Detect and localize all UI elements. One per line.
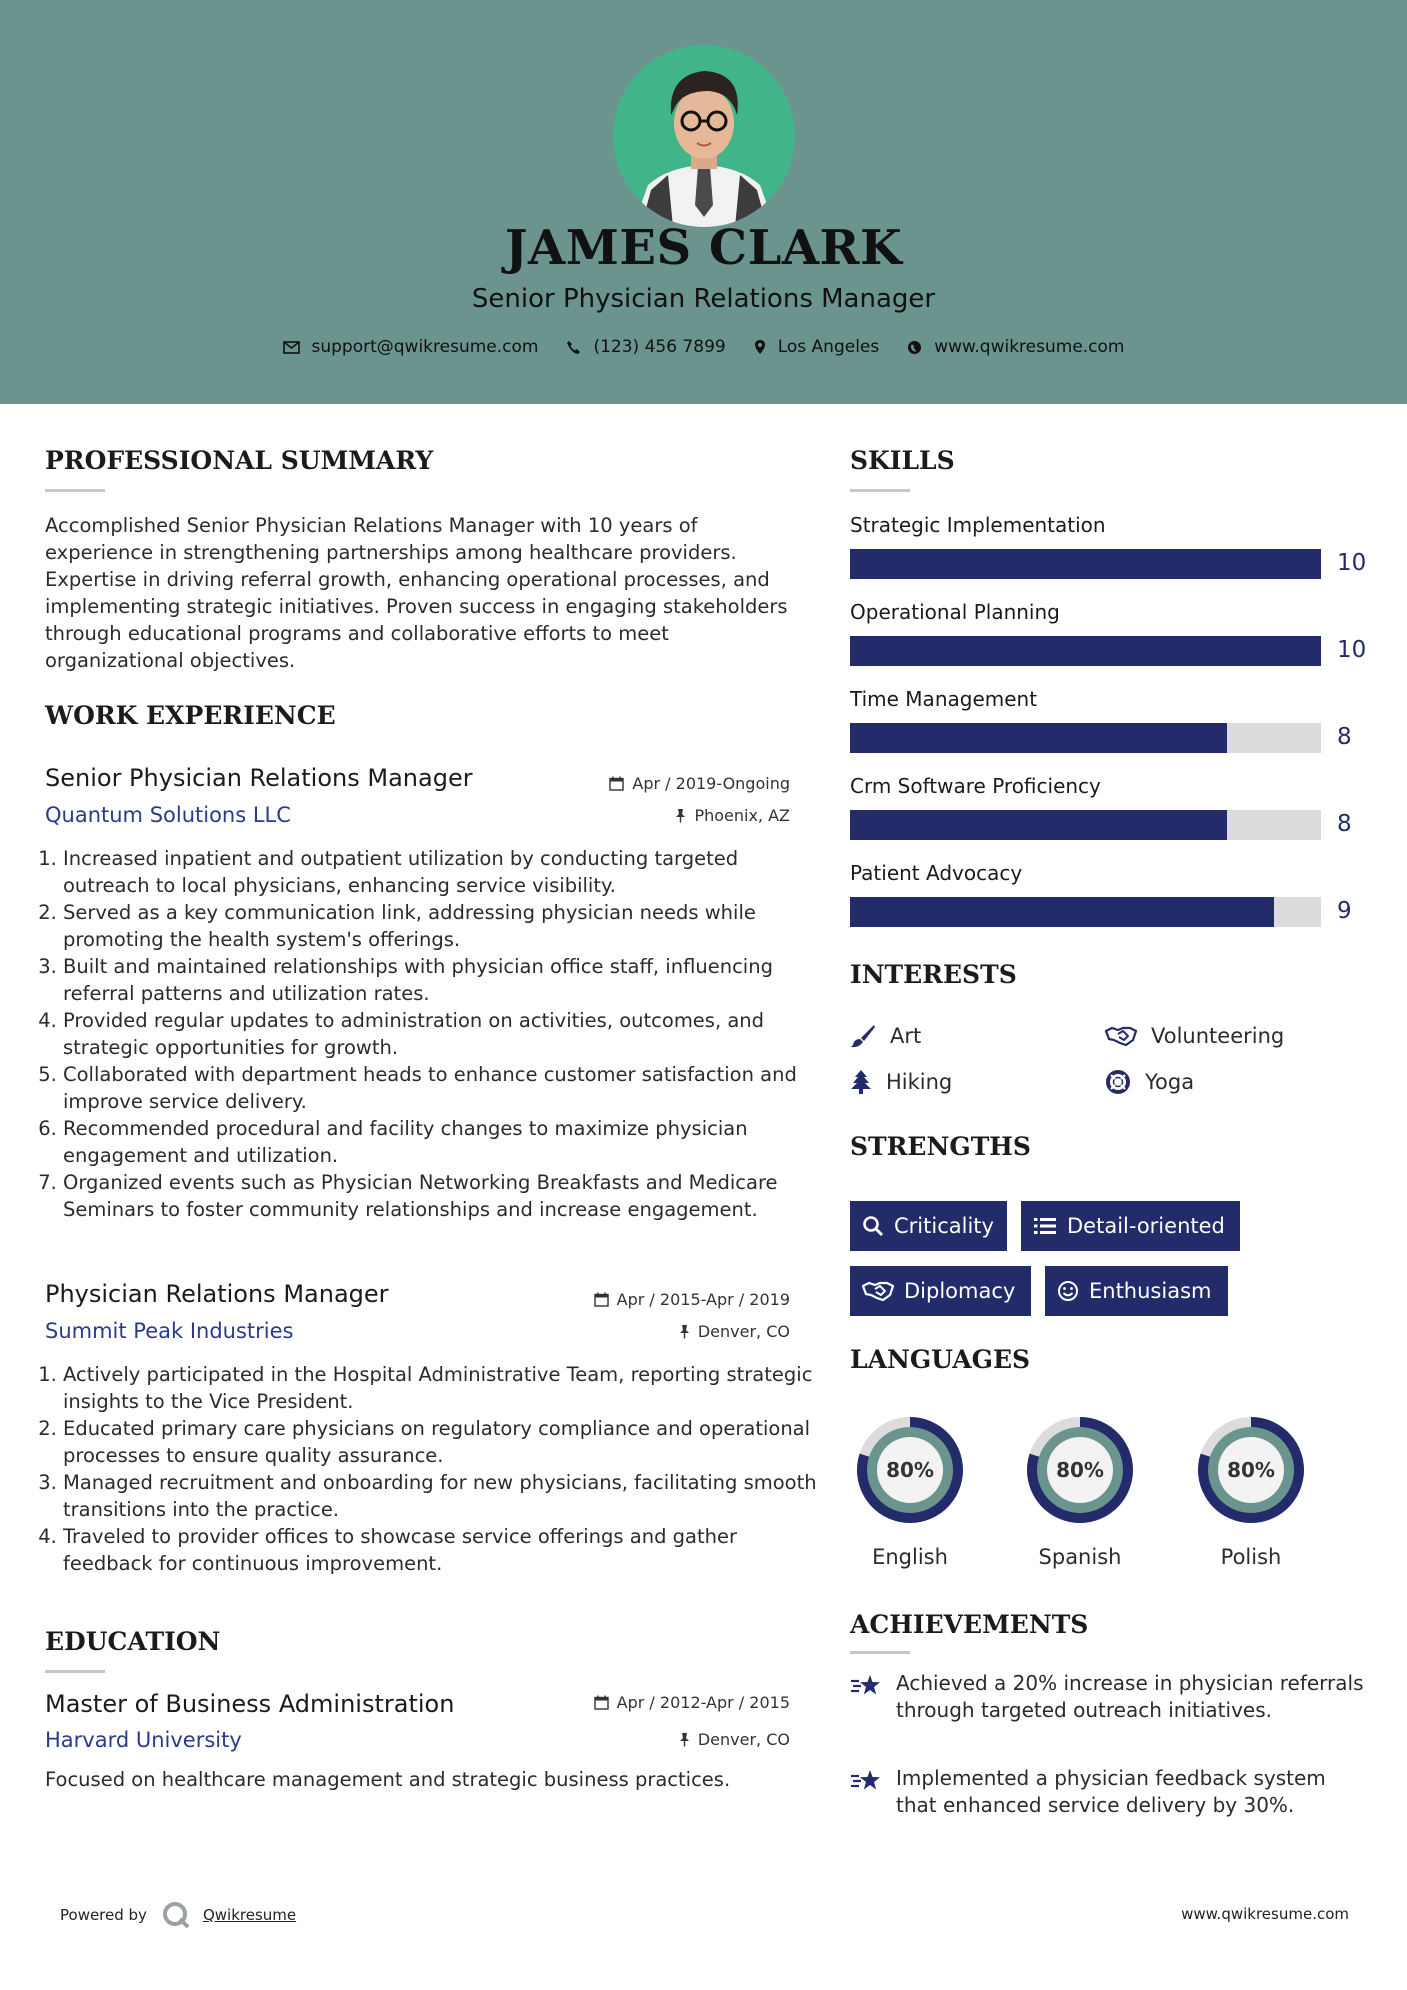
skill-bar bbox=[850, 723, 1321, 753]
tree-icon bbox=[850, 1069, 872, 1095]
skill-bar-fill bbox=[850, 897, 1274, 927]
pushpin-icon bbox=[675, 808, 686, 823]
job-2-role: Physician Relations Manager bbox=[45, 1280, 389, 1308]
star-award-icon bbox=[850, 1767, 882, 1793]
interest-label: Yoga bbox=[1145, 1070, 1195, 1094]
education-heading: EDUCATION bbox=[45, 1627, 221, 1656]
language-percent: 80% bbox=[886, 1458, 934, 1482]
interest-yoga bbox=[1105, 1069, 1194, 1095]
job-2-company: Summit Peak Industries bbox=[45, 1319, 294, 1343]
list-item: 3. Managed recruitment and onboarding for new physicians, facilitating smooth transitions into the practice. bbox=[63, 1469, 818, 1523]
job-2-items bbox=[45, 1361, 818, 1577]
education-dates bbox=[540, 1693, 790, 1712]
language-name: English bbox=[872, 1545, 948, 1569]
person-photo-icon bbox=[613, 45, 795, 227]
summary-rule bbox=[45, 489, 105, 492]
contact-website[interactable] bbox=[907, 337, 1124, 357]
achievements-heading: ACHIEVEMENTS bbox=[850, 1610, 1089, 1639]
skill-level: 9 bbox=[1337, 898, 1352, 924]
skill-level: 8 bbox=[1337, 724, 1352, 750]
list-item: 1. Increased inpatient and outpatient utilization by conducting targeted outreach to local physicians, enhancing service visibility. bbox=[63, 845, 818, 899]
interest-label: Art bbox=[890, 1024, 922, 1048]
globe-icon bbox=[907, 340, 922, 355]
skill-bar-fill bbox=[850, 723, 1227, 753]
handshake-icon bbox=[862, 1280, 894, 1302]
contact-location bbox=[754, 337, 880, 357]
job-1-items bbox=[45, 845, 818, 1223]
skill-bar bbox=[850, 810, 1321, 840]
footer-powered-by bbox=[60, 1900, 296, 1930]
list-item: 4. Traveled to provider offices to showcase service offerings and gather feedback for continuous improvement. bbox=[63, 1523, 818, 1577]
paintbrush-icon bbox=[850, 1024, 876, 1048]
summary-heading: PROFESSIONAL SUMMARY bbox=[45, 446, 434, 475]
search-icon bbox=[862, 1215, 884, 1237]
avatar bbox=[613, 45, 795, 227]
skill-bar bbox=[850, 549, 1321, 579]
skills-heading: SKILLS bbox=[850, 446, 955, 475]
experience-heading: WORK EXPERIENCE bbox=[45, 701, 336, 730]
star-award-icon bbox=[850, 1672, 882, 1698]
strength-label: Enthusiasm bbox=[1089, 1279, 1212, 1303]
language-name: Polish bbox=[1220, 1545, 1282, 1569]
location-text: Los Angeles bbox=[777, 337, 880, 357]
strength-tag bbox=[1021, 1201, 1240, 1251]
candidate-title: Senior Physician Relations Manager bbox=[471, 284, 936, 314]
brand-link[interactable]: Qwikresume bbox=[202, 1906, 297, 1924]
footer-website[interactable]: www.qwikresume.com bbox=[1181, 1905, 1349, 1923]
skill-bar bbox=[850, 636, 1321, 666]
resume-header bbox=[0, 0, 1407, 404]
email-text: support@qwikresume.com bbox=[311, 337, 539, 357]
languages-heading: LANGUAGES bbox=[850, 1345, 1031, 1374]
education-school: Harvard University bbox=[45, 1728, 242, 1752]
skills-rule bbox=[850, 489, 910, 492]
skill-level: 10 bbox=[1337, 637, 1367, 663]
phone-icon bbox=[566, 340, 581, 355]
phone-text: (123) 456 7899 bbox=[593, 337, 726, 357]
list-item: 3. Built and maintained relationships with physician office staff, influencing referral patterns and utilization rates. bbox=[63, 953, 818, 1007]
interest-art bbox=[850, 1024, 921, 1048]
skill-name: Operational Planning bbox=[850, 600, 1060, 624]
pushpin-icon bbox=[679, 1732, 690, 1747]
job-1-role: Senior Physician Relations Manager bbox=[45, 764, 473, 792]
list-item: 1. Actively participated in the Hospital Administrative Team, reporting strategic insights to the Vice President. bbox=[63, 1361, 818, 1415]
list-item: 2. Served as a key communication link, addressing physician needs while promoting the health system's offerings. bbox=[63, 899, 818, 953]
skill-name: Crm Software Proficiency bbox=[850, 774, 1101, 798]
education-dates-text: Apr / 2012-Apr / 2015 bbox=[616, 1693, 790, 1712]
calendar-icon bbox=[594, 1292, 609, 1307]
candidate-name: JAMES CLARK bbox=[504, 220, 903, 276]
handshake-icon bbox=[1105, 1025, 1137, 1047]
powered-by-text: Powered by bbox=[60, 1906, 147, 1924]
job-2-location bbox=[540, 1322, 790, 1341]
pushpin-icon bbox=[679, 1324, 690, 1339]
contact-phone[interactable] bbox=[566, 337, 725, 357]
achievements-rule bbox=[850, 1651, 910, 1654]
job-2-dates bbox=[540, 1290, 790, 1309]
qwikresume-logo-icon bbox=[161, 1900, 191, 1930]
skill-bar-fill bbox=[850, 549, 1321, 579]
strength-tag bbox=[850, 1266, 1031, 1316]
list-item: 4. Provided regular updates to administration on activities, outcomes, and strategic opportunities for growth. bbox=[63, 1007, 818, 1061]
job-1-dates bbox=[540, 774, 790, 793]
job-1-company: Quantum Solutions LLC bbox=[45, 803, 291, 827]
job-2-location-text: Denver, CO bbox=[697, 1322, 790, 1341]
list-item: 6. Recommended procedural and facility changes to maximize physician engagement and utilization. bbox=[63, 1115, 818, 1169]
interest-volunteering bbox=[1105, 1024, 1284, 1048]
education-rule bbox=[45, 1670, 105, 1673]
interest-label: Volunteering bbox=[1151, 1024, 1285, 1048]
skill-bar-fill bbox=[850, 810, 1227, 840]
job-1-location-text: Phoenix, AZ bbox=[694, 806, 790, 825]
strength-label: Diplomacy bbox=[904, 1279, 1016, 1303]
job-1-dates-text: Apr / 2019-Ongoing bbox=[632, 774, 790, 793]
strength-label: Detail-oriented bbox=[1067, 1214, 1225, 1238]
calendar-icon bbox=[594, 1695, 609, 1710]
language-percent: 80% bbox=[1056, 1458, 1104, 1482]
achievement-text: Achieved a 20% increase in physician referrals through targeted outreach initiatives. bbox=[896, 1671, 1364, 1722]
job-2-dates-text: Apr / 2015-Apr / 2019 bbox=[616, 1290, 790, 1309]
skill-name: Patient Advocacy bbox=[850, 861, 1023, 885]
interest-hiking bbox=[850, 1069, 952, 1095]
contact-bar bbox=[0, 337, 1407, 357]
summary-text: Accomplished Senior Physician Relations Manager with 10 years of experience in strengthening partnerships among healthcare providers. Expertise in driving referral growth, enhancing operational processes, and implementing strategic initiatives. Proven success in engaging stakeholders through educational programs and collaborative efforts to meet organizational objectives. bbox=[45, 514, 788, 672]
education-description: Focused on healthcare management and strategic business practices. bbox=[45, 1768, 731, 1791]
language-percent: 80% bbox=[1227, 1458, 1275, 1482]
strengths-heading: STRENGTHS bbox=[850, 1132, 1031, 1161]
skill-level: 8 bbox=[1337, 811, 1352, 837]
achievement-text: Implemented a physician feedback system that enhanced service delivery by 30%. bbox=[896, 1766, 1326, 1817]
achievement-item bbox=[850, 1670, 1370, 1724]
map-marker-icon bbox=[754, 339, 766, 355]
skill-name: Strategic Implementation bbox=[850, 513, 1106, 537]
skill-bar bbox=[850, 897, 1321, 927]
language-name: Spanish bbox=[1038, 1545, 1122, 1569]
list-item: 5. Collaborated with department heads to enhance customer satisfaction and improve service delivery. bbox=[63, 1061, 818, 1115]
envelope-icon bbox=[283, 341, 300, 354]
interest-label: Hiking bbox=[886, 1070, 953, 1094]
education-degree: Master of Business Administration bbox=[45, 1690, 455, 1718]
skill-name: Time Management bbox=[850, 687, 1038, 711]
strength-tag bbox=[850, 1201, 1007, 1251]
skill-bar-fill bbox=[850, 636, 1321, 666]
skill-level: 10 bbox=[1337, 550, 1367, 576]
education-location-text: Denver, CO bbox=[697, 1730, 790, 1749]
strength-label: Criticality bbox=[894, 1214, 994, 1238]
education-location bbox=[540, 1730, 790, 1749]
achievement-item bbox=[850, 1765, 1370, 1819]
smile-icon bbox=[1057, 1280, 1079, 1302]
contact-email[interactable] bbox=[283, 337, 539, 357]
lifering-icon bbox=[1105, 1069, 1131, 1095]
website-text: www.qwikresume.com bbox=[934, 337, 1125, 357]
list-item: 7. Organized events such as Physician Networking Breakfasts and Medicare Seminars to foster community relationships and increase engagement. bbox=[63, 1169, 818, 1223]
interests-heading: INTERESTS bbox=[850, 960, 1017, 989]
list-item: 2. Educated primary care physicians on regulatory compliance and operational processes to ensure quality assurance. bbox=[63, 1415, 818, 1469]
calendar-icon bbox=[609, 776, 624, 791]
list-icon bbox=[1033, 1216, 1057, 1236]
job-1-location bbox=[540, 806, 790, 825]
language-rings bbox=[840, 1400, 1320, 1540]
strength-tag bbox=[1045, 1266, 1228, 1316]
